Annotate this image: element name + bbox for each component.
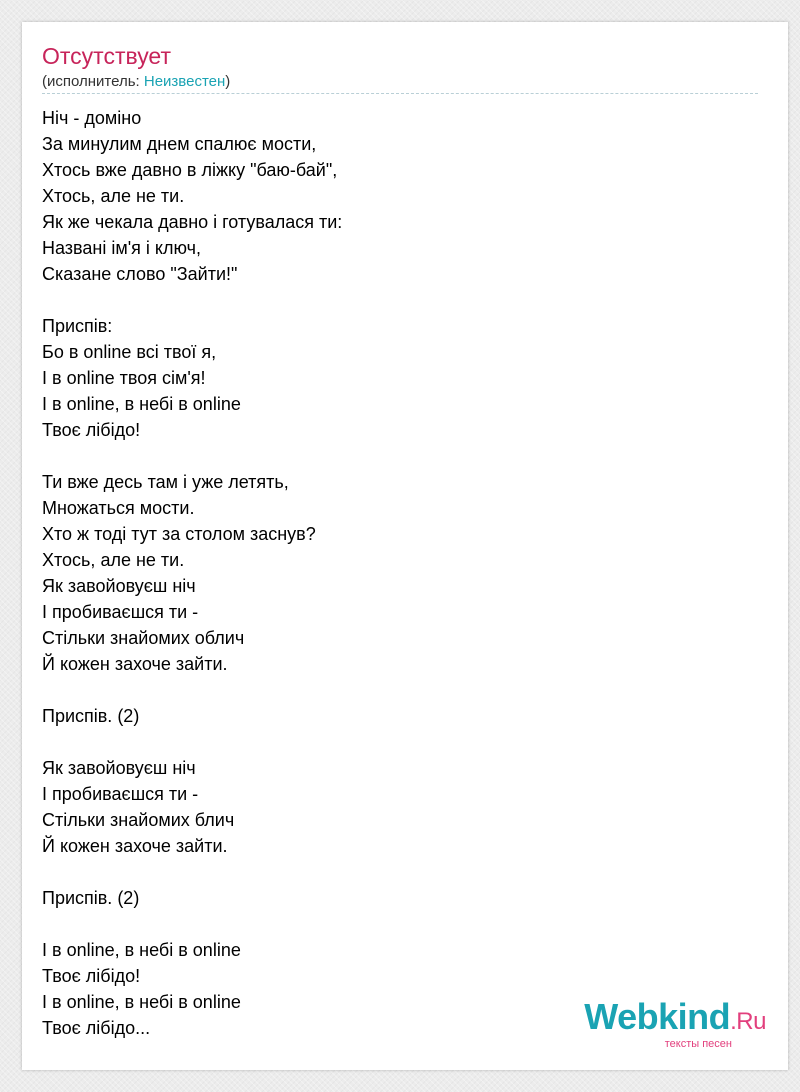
lyrics-line: Й кожен захоче зайти. <box>42 654 228 674</box>
lyrics-line: Як завойовуєш ніч <box>42 758 196 778</box>
logo-tagline: тексты песен <box>664 1038 732 1050</box>
lyrics-line: Хто ж тоді тут за столом заснув? <box>42 524 316 544</box>
lyrics-blank-line <box>42 859 758 885</box>
logo-wordmark <box>584 996 766 1040</box>
lyrics-line: Як завойовуєш ніч <box>42 576 196 596</box>
lyrics-line: За минулим днем спалює мости, <box>42 134 317 154</box>
lyrics-line: Приспів. (2) <box>42 706 140 726</box>
lyrics-line: Названі ім'я і ключ, <box>42 238 201 258</box>
site-logo[interactable] <box>584 996 766 1050</box>
logo-name: Webkind <box>584 996 731 1037</box>
song-title: Отсутствует <box>42 43 171 69</box>
lyrics-line: І пробиваєшся ти - <box>42 784 199 804</box>
lyrics-line: І в online, в небі в online <box>42 940 241 960</box>
lyrics-line: Хтось, але не ти. <box>42 550 185 570</box>
lyrics-line: І в online, в небі в online <box>42 992 241 1012</box>
lyrics-page <box>22 22 788 1070</box>
lyrics-line: І в online, в небі в online <box>42 394 241 414</box>
lyrics-line: Множаться мости. <box>42 498 195 518</box>
divider <box>42 93 758 94</box>
artist-line <box>42 72 230 92</box>
artist-link[interactable]: Неизвестен <box>143 73 226 90</box>
lyrics-blank-line <box>42 677 758 703</box>
lyrics-line: Й кожен захоче зайти. <box>42 836 228 856</box>
lyrics-line: Сказане слово "Зайти!" <box>42 264 238 284</box>
lyrics-line: Твоє лібідо! <box>42 420 141 440</box>
lyrics-line: Приспів. (2) <box>42 888 140 908</box>
lyrics-line: Ніч - доміно <box>42 108 142 128</box>
lyrics-line: І пробиваєшся ти - <box>42 602 199 622</box>
lyrics-line: Ти вже десь там і уже летять, <box>42 472 289 492</box>
artist-suffix: ) <box>225 73 231 90</box>
artist-prefix: (исполнитель: <box>42 73 144 90</box>
lyrics-blank-line <box>42 287 758 313</box>
lyrics-line: Стільки знайомих облич <box>42 628 245 648</box>
lyrics-line: Як же чекала давно і готувалася ти: <box>42 212 343 232</box>
lyrics-line: Бо в online всі твої я, <box>42 342 217 362</box>
lyrics-line: Хтось, але не ти. <box>42 186 185 206</box>
lyrics-text <box>42 105 758 1041</box>
lyrics-line: Приспів: <box>42 316 113 336</box>
lyrics-blank-line <box>42 729 758 755</box>
lyrics-line: Хтось вже давно в ліжку "баю-бай", <box>42 160 338 180</box>
lyrics-line: Стільки знайомих блич <box>42 810 235 830</box>
lyrics-line: І в online твоя сім'я! <box>42 368 206 388</box>
lyrics-blank-line <box>42 911 758 937</box>
lyrics-line: Твоє лібідо! <box>42 966 141 986</box>
logo-tld: .Ru <box>730 1008 766 1035</box>
lyrics-line: Твоє лібідо... <box>42 1018 151 1038</box>
lyrics-blank-line <box>42 443 758 469</box>
